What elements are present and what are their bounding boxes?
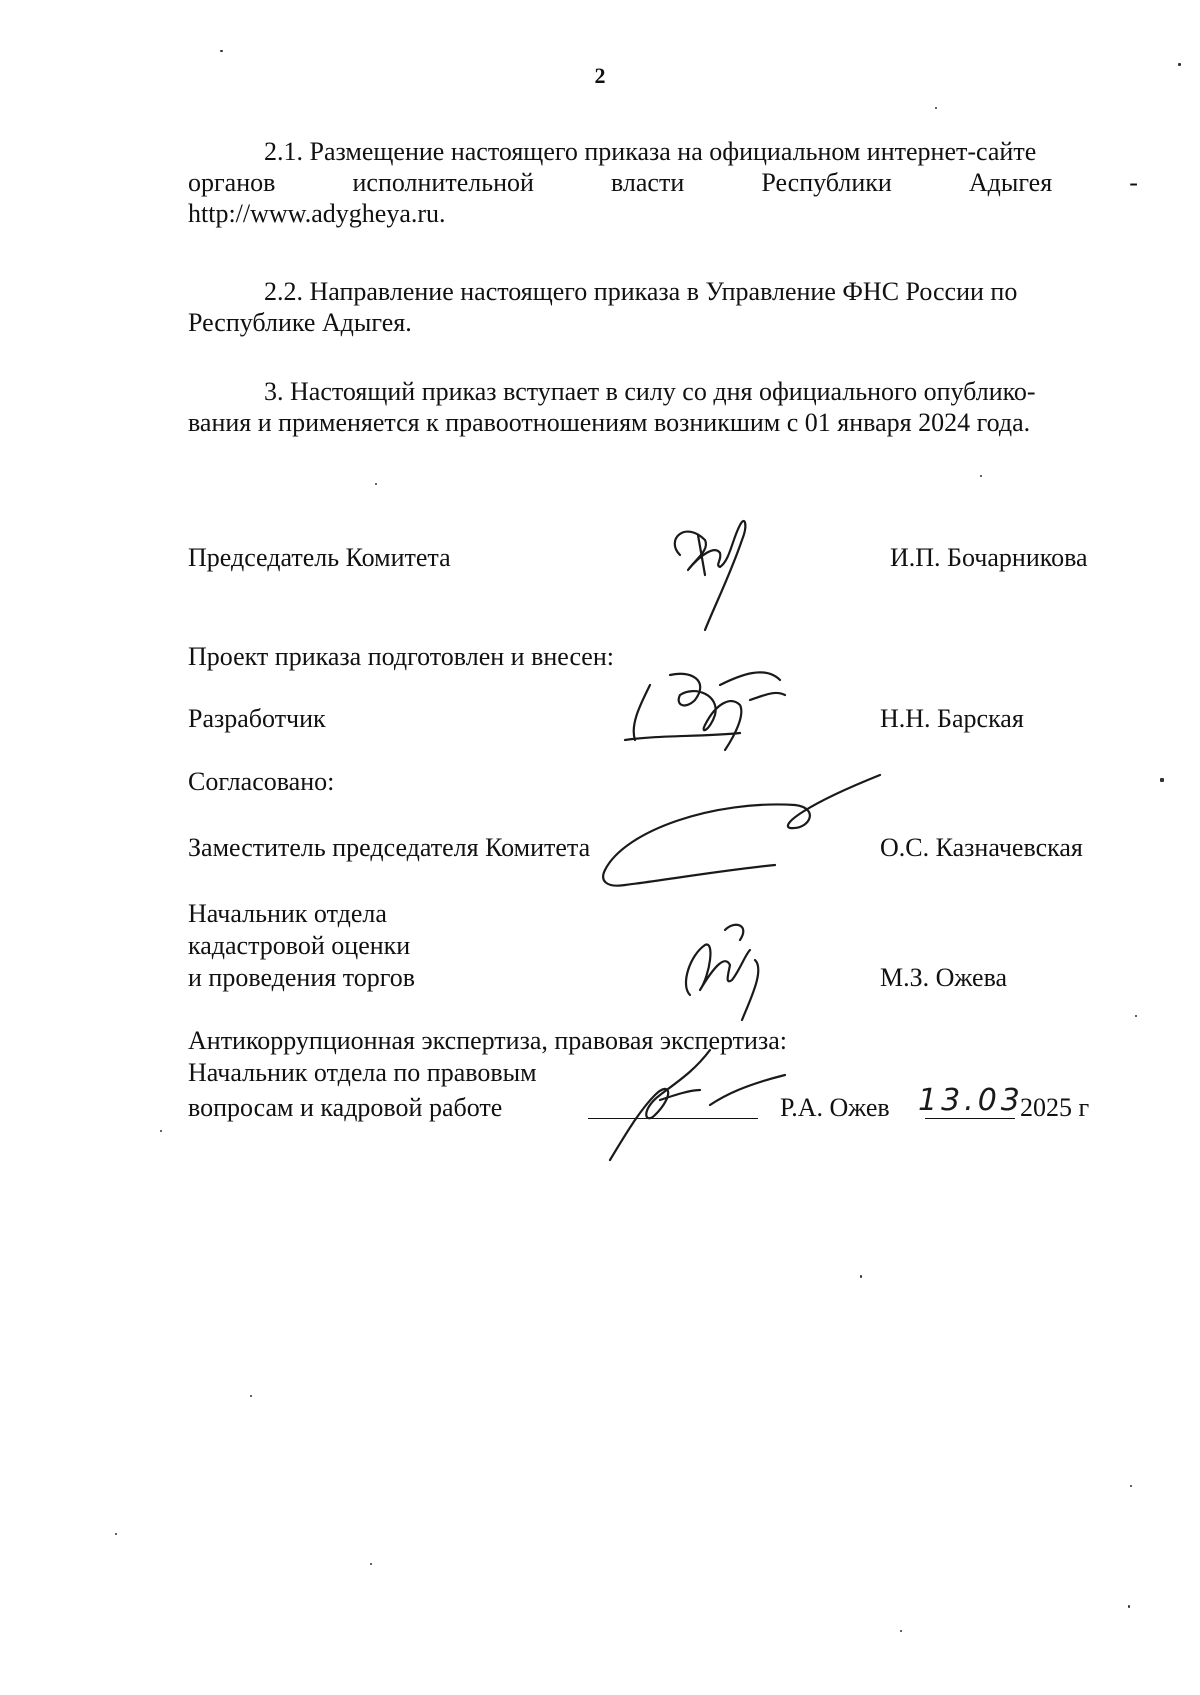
paragraph-2-1 (188, 136, 1138, 229)
scan-speck (370, 1563, 372, 1565)
developer-name: Н.Н. Барская (880, 704, 1024, 733)
developer-title: Разработчик (188, 704, 326, 733)
developer-signature (620, 655, 800, 760)
word: Республики (761, 168, 892, 197)
project-prepared-label: Проект приказа подготовлен и внесен: (188, 642, 614, 671)
word: Адыгея (968, 168, 1053, 197)
head-department-title-line-3: и проведения торгов (188, 963, 416, 992)
chairman-name: И.П. Бочарникова (890, 543, 1088, 572)
word: власти (610, 168, 685, 197)
expertise-heading: Антикоррупционная экспертиза, правовая экспертиза: (188, 1026, 787, 1055)
scan-speck (1178, 63, 1181, 66)
paragraph-2-2-line-1: 2.2. Направление настоящего приказа в Управление ФНС России по (264, 277, 1018, 306)
page-number: 2 (594, 63, 606, 88)
paragraph-3-line-2: вания и применяется к правоотношениям возникшим с 01 января 2024 года. (188, 408, 1031, 437)
head-department-signature (670, 915, 790, 1025)
head-department-title-line-2: кадастровой оценки (188, 931, 411, 960)
paragraph-2-1-line-1: 2.1. Размещение настоящего приказа на официальном интернет-сайте (264, 137, 1037, 166)
scan-speck (1130, 1485, 1132, 1487)
paragraph-3 (188, 376, 1138, 438)
scan-speck (1135, 1015, 1137, 1017)
scan-speck (860, 1275, 862, 1278)
expertise-signature (600, 1040, 800, 1170)
paragraph-3-line-1: 3. Настоящий приказ вступает в силу со дня официального опублико- (264, 377, 1036, 406)
deputy-name: О.С. Казначевская (880, 833, 1083, 862)
word: - (1129, 168, 1138, 197)
handwritten-date: 13.03 (918, 1083, 1024, 1118)
paragraph-2-1-line-2 (188, 167, 1138, 198)
word: исполнительной (352, 168, 534, 197)
scan-speck (900, 1630, 902, 1632)
scan-speck (160, 1130, 162, 1132)
chairman-title: Председатель Комитета (188, 543, 451, 572)
scan-speck (375, 483, 377, 485)
deputy-signature (595, 770, 885, 900)
expertise-title-line-2: вопросам и кадровой работе (188, 1093, 503, 1122)
expertise-title-line-1: Начальник отдела по правовым (188, 1058, 537, 1087)
scan-speck (980, 475, 982, 477)
scan-speck (1128, 1605, 1130, 1608)
scan-speck (935, 107, 937, 109)
deputy-title: Заместитель председателя Комитета (188, 833, 591, 862)
expertise-name: Р.А. Ожев (780, 1093, 890, 1122)
scan-speck (220, 50, 223, 52)
chairman-signature (660, 515, 770, 635)
expertise-year: 2025 г (1020, 1093, 1090, 1122)
paragraph-2-1-line-3: http://www.adygheya.ru. (188, 199, 446, 228)
head-department-title-line-1: Начальник отдела (188, 899, 387, 928)
paragraph-2-2 (188, 276, 1138, 338)
paragraph-2-2-line-2: Республике Адыгея. (188, 308, 412, 337)
scan-speck (1160, 778, 1164, 782)
scan-speck (115, 1533, 117, 1535)
head-department-name: М.З. Ожева (880, 963, 1008, 992)
word: органов (188, 168, 276, 197)
agreed-label: Согласовано: (188, 767, 335, 796)
date-underline (925, 1118, 1015, 1119)
scan-speck (250, 1395, 252, 1397)
